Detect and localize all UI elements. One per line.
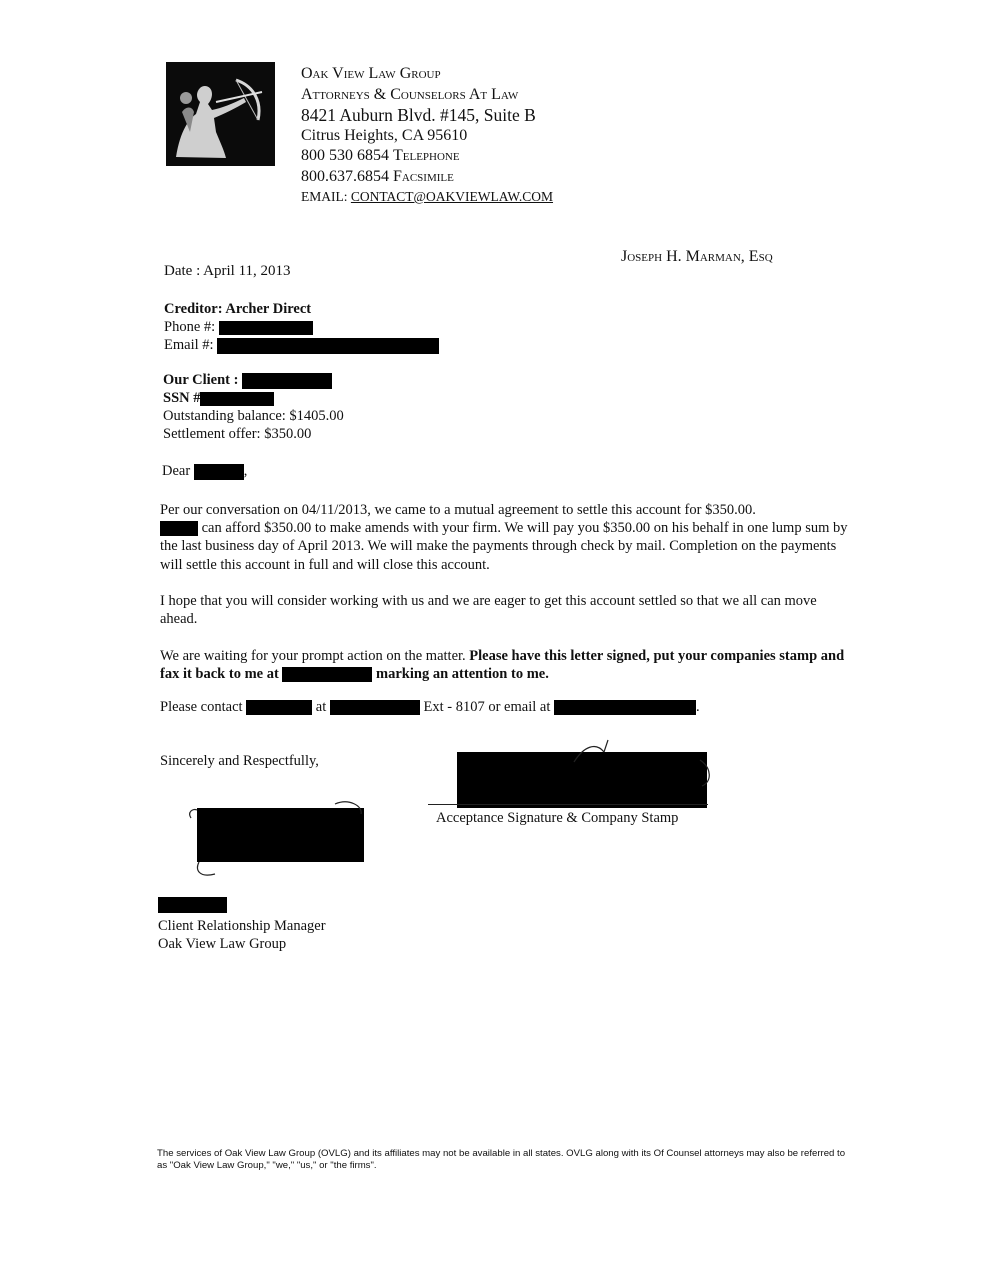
salutation: Dear , [162, 463, 248, 479]
paragraph-3-intro: We are waiting for your prompt action on the matter. [160, 648, 470, 664]
firm-logo [166, 62, 275, 166]
archer-statue-icon [166, 62, 275, 166]
paragraph-consider: I hope that you will consider working with us and we are eager to get this account settled so that we all can move ahead. [160, 593, 817, 628]
address-line-2: Citrus Heights, CA 95610 [301, 126, 468, 144]
paragraph-settlement [160, 501, 850, 574]
outstanding-balance: Outstanding balance: $1405.00 [163, 408, 344, 424]
signer-title: Client Relationship Manager [158, 918, 326, 934]
closing: Sincerely and Respectfully, [160, 753, 319, 769]
fax-label: Facsimile [393, 167, 454, 185]
client-label: Our Client : [163, 372, 239, 388]
ssn-line [163, 389, 344, 407]
signature-line [428, 804, 708, 805]
settlement-offer: Settlement offer: $350.00 [163, 426, 312, 442]
firm-name: Oak View Law Group [301, 65, 441, 82]
client-line [163, 371, 344, 389]
redaction-box [217, 338, 439, 354]
redaction-box [246, 700, 312, 715]
address-line-1: 8421 Auburn Blvd. #145, Suite B [301, 105, 536, 125]
redaction-box [330, 700, 420, 715]
firm-tagline: Attorneys & Counselors At Law [301, 85, 519, 103]
contact-text-2: at [315, 699, 327, 715]
salutation-text: Dear [162, 463, 191, 479]
redaction-box [554, 700, 696, 715]
signature-scribble-icon [560, 738, 720, 788]
email-line [301, 187, 553, 208]
creditor-phone [164, 318, 439, 336]
fax-number: 800.637.6854 [301, 167, 389, 185]
contact-line [160, 698, 700, 716]
redaction-box [200, 392, 274, 406]
paragraph-1-rest: can afford $350.00 to make amends with your firm. We will pay you $350.00 on his behalf in one lump sum by the last business day of April 2013. We will make the payments through check by mail. Completion on the payments will settle this account in full and will close this account. [160, 520, 848, 573]
creditor-label: Creditor: Archer Direct [164, 301, 312, 317]
letterhead [301, 64, 553, 208]
signer-block [158, 917, 326, 953]
redaction-box [219, 321, 313, 335]
signer-name-redaction [158, 897, 227, 913]
telephone-number: 800 530 6854 [301, 147, 389, 164]
redaction-box [160, 521, 198, 536]
fax-line [301, 167, 553, 188]
email-label: EMAIL: [301, 189, 348, 204]
letter-date: Date : April 11, 2013 [164, 263, 291, 279]
creditor-block [164, 300, 439, 354]
contact-text-1: Please contact [160, 699, 243, 715]
sender-signature-scribble-icon [185, 798, 370, 880]
footer-disclaimer: The services of Oak View Law Group (OVLG) and its affiliates may not be available in all states. OVLG along with its Of Counsel attorneys may also be referred to as "Oak View Law Group," "we," "us," or "the firms". [157, 1148, 846, 1171]
ssn-label: SSN # [163, 390, 201, 406]
telephone-label: Telephone [393, 147, 460, 164]
redaction-box [194, 464, 244, 480]
acceptance-label: Acceptance Signature & Company Stamp [436, 810, 679, 826]
email-link[interactable]: CONTACT@OAKVIEWLAW.COM [350, 189, 554, 204]
redaction-box [282, 667, 372, 682]
paragraph-1-line-1: Per our conversation on 04/11/2013, we came to a mutual agreement to settle this account for $350.00. [160, 502, 756, 518]
client-block [163, 371, 344, 443]
creditor-email [164, 336, 439, 354]
signer-org: Oak View Law Group [158, 936, 287, 952]
attorney-name: Joseph H. Marman, Esq [621, 248, 773, 265]
redaction-box [242, 373, 332, 389]
contact-text-3: Ext - 8107 or email at [423, 699, 551, 715]
paragraph-action [160, 647, 850, 683]
telephone-line [301, 146, 553, 167]
paragraph-3-end: marking an attention to me. [372, 666, 549, 683]
creditor-phone-label: Phone #: [164, 319, 216, 335]
paragraph-3-instruction: Please have this letter signed, put your companies stamp and fax it back to me at [160, 648, 845, 683]
contact-text-4: . [695, 699, 700, 715]
creditor-email-label: Email #: [164, 337, 214, 353]
